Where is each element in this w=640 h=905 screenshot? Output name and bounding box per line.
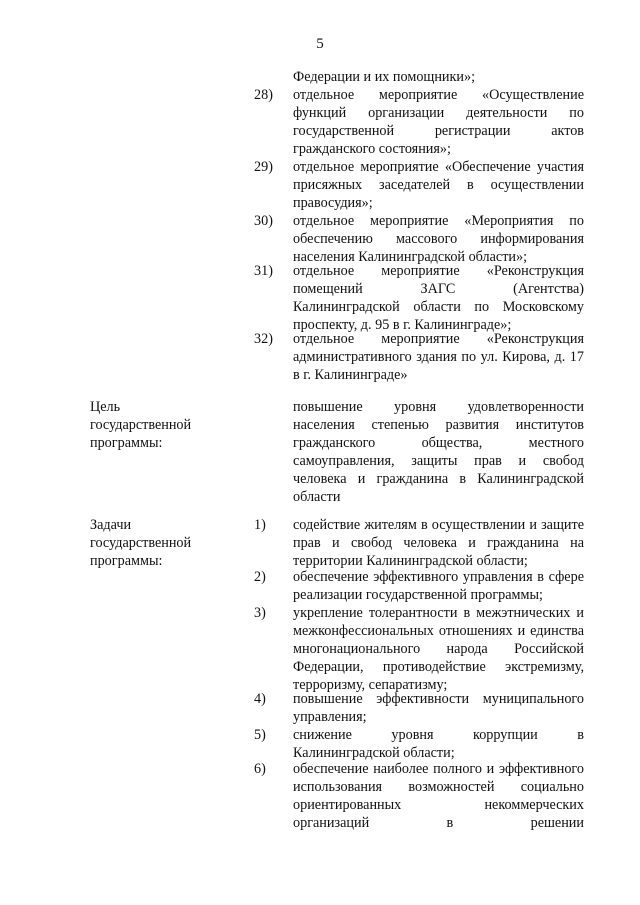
measure-item bbox=[293, 330, 584, 384]
task-number: 1) bbox=[254, 517, 266, 533]
measure-item bbox=[293, 262, 584, 334]
measure-number: 31) bbox=[254, 263, 273, 279]
task-item bbox=[293, 516, 584, 570]
task-text: содействие жителям в осуществлении и защите прав и свобод человека и гражданина на территории Калининградской области; bbox=[293, 517, 584, 569]
goal-content bbox=[293, 398, 584, 506]
task-item bbox=[293, 760, 584, 832]
measure-text: отдельное мероприятие «Реконструкция административного здания по ул. Кирова, д. 17 в г. Калининграде» bbox=[293, 331, 584, 383]
measure-text: отдельное мероприятие «Осуществление функций организации деятельности по государственной регистрации актов гражданского состояния»; bbox=[293, 87, 584, 157]
measure-item bbox=[293, 212, 584, 266]
task-item bbox=[293, 726, 584, 762]
task-item bbox=[293, 690, 584, 726]
task-number: 6) bbox=[254, 761, 266, 777]
goal-label bbox=[90, 398, 240, 452]
task-item bbox=[293, 604, 584, 694]
task-text: снижение уровня коррупции в Калининградской области; bbox=[293, 727, 584, 761]
tasks-label-text: Задачи государственной программы: bbox=[90, 517, 192, 569]
measure-item bbox=[293, 86, 584, 158]
task-text: укрепление толерантности в межэтнических и межконфессиональных отношениях и единства многонационального народа Российской Федерации, противодействие экстремизму, терроризму, сепаратизму; bbox=[293, 605, 584, 693]
measure-item bbox=[293, 158, 584, 212]
task-text: повышение эффективности муниципального управления; bbox=[293, 691, 584, 725]
measure-number: 30) bbox=[254, 213, 273, 229]
measure-text: отдельное мероприятие «Обеспечение участия присяжных заседателей в осуществлении правосудия»; bbox=[293, 159, 584, 211]
measure-text: отдельное мероприятие «Реконструкция помещений ЗАГС (Агентства) Калининградской области по Московскому проспекту, д. 95 в г. Калининграде»; bbox=[293, 263, 584, 333]
continuation-paragraph: Федерации и их помощники»; bbox=[293, 69, 476, 85]
task-item bbox=[293, 568, 584, 604]
task-text: обеспечение наиболее полного и эффективного использования возможностей социально ориентированных некоммерческих организаций в решении bbox=[293, 761, 584, 831]
task-number: 5) bbox=[254, 727, 266, 743]
measure-number: 28) bbox=[254, 87, 273, 103]
measure-text: отдельное мероприятие «Мероприятия по обеспечению массового информирования населения Калининградской области»; bbox=[293, 213, 584, 265]
goal-text: повышение уровня удовлетворенности населения степенью развития институтов гражданского общества, местного самоуправления, защиты прав и свобод человека и гражданина в Калининградской области bbox=[293, 399, 584, 505]
task-number: 4) bbox=[254, 691, 266, 707]
goal-label-text: Цель государственной программы: bbox=[90, 399, 192, 451]
task-number: 2) bbox=[254, 569, 266, 585]
page-number: 5 bbox=[316, 36, 324, 52]
measure-number: 32) bbox=[254, 331, 273, 347]
tasks-label bbox=[90, 516, 240, 570]
measure-number: 29) bbox=[254, 159, 273, 175]
task-number: 3) bbox=[254, 605, 266, 621]
continuation-text bbox=[293, 68, 584, 86]
task-text: обеспечение эффективного управления в сфере реализации государственной программы; bbox=[293, 569, 584, 603]
